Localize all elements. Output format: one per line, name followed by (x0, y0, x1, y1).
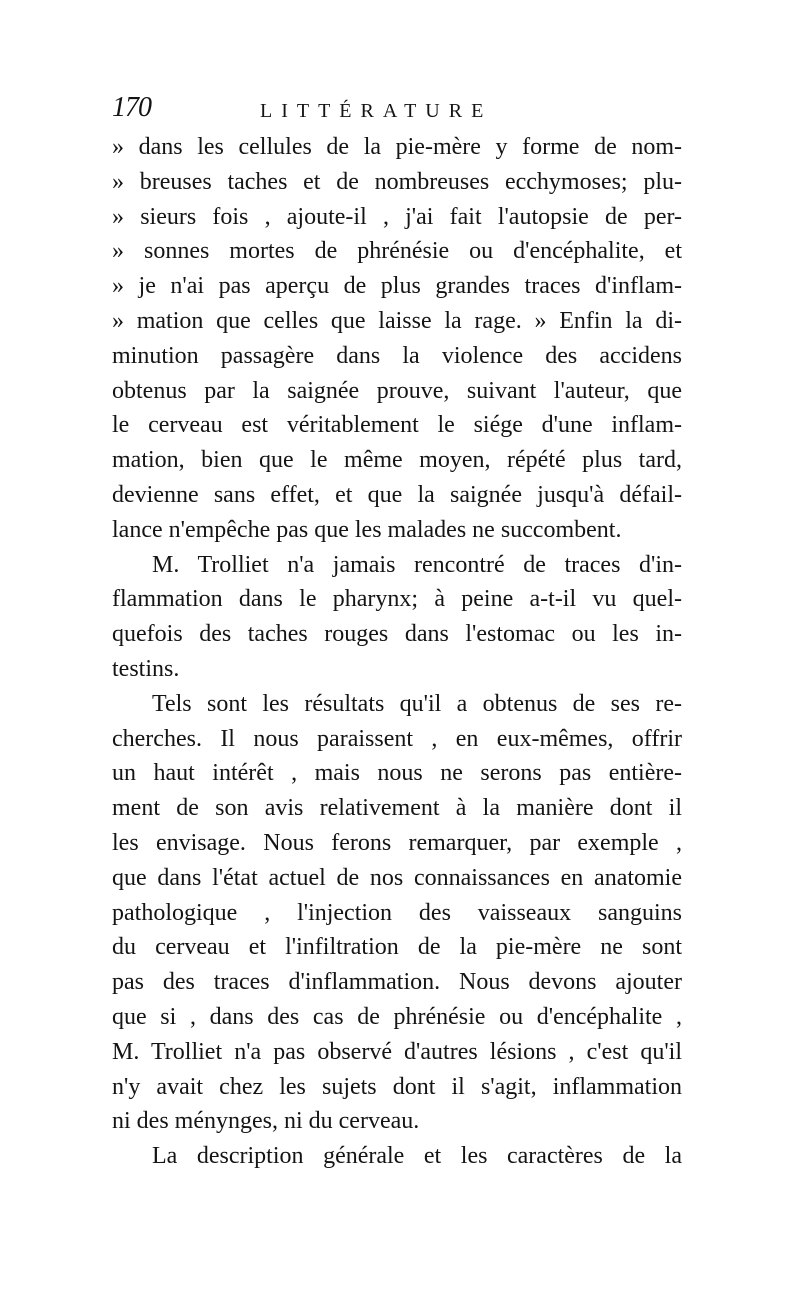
text-line: » breuses taches et de nombreuses ecchymoses; plu- (112, 168, 682, 195)
text-line: n'y avait chez les sujets dont il s'agit, inflammation (112, 1073, 682, 1100)
text-line: le cerveau est véritablement le siége d'une inflam- (112, 412, 682, 439)
text-line: quefois des taches rouges dans l'estomac ou les in- (112, 621, 682, 648)
text-line: » dans les cellules de la pie-mère y forme de nom- (112, 134, 682, 160)
text-line: pas des traces d'inflammation. Nous devons ajouter (112, 969, 682, 996)
text-line: les envisage. Nous ferons remarquer, par exemple , (112, 829, 682, 856)
text-line: M. Trolliet n'a jamais rencontré de traces d'in- (152, 551, 682, 578)
text-line: La description générale et les caractères de la (152, 1143, 682, 1170)
text-line: un haut intérêt , mais nous ne serons pas entière- (112, 760, 682, 787)
text-line: que si , dans des cas de phrénésie ou d'encéphalite , (112, 1003, 682, 1030)
text-line: devienne sans effet, et que la saignée jusqu'à défail- (112, 481, 682, 508)
body-text (112, 130, 682, 1174)
text-line: testins. (112, 655, 180, 682)
page-header (112, 92, 692, 132)
page-number: 170 (112, 92, 151, 123)
text-line: flammation dans le pharynx; à peine a-t-il vu quel- (112, 586, 682, 613)
text-line: minution passagère dans la violence des accidens (112, 342, 682, 369)
running-head: LITTÉRATURE (260, 100, 493, 122)
text-line: pathologique , l'injection des vaisseaux sanguins (112, 899, 682, 926)
text-line: que dans l'état actuel de nos connaissances en anatomie (112, 864, 682, 891)
text-line: ni des ménynges, ni du cerveau. (112, 1108, 420, 1135)
text-line: obtenus par la saignée prouve, suivant l'auteur, que (112, 377, 682, 404)
text-line: » je n'ai pas aperçu de plus grandes traces d'inflam- (112, 273, 682, 300)
text-line: mation, bien que le même moyen, répété plus tard, (112, 447, 682, 474)
text-line: cherches. Il nous paraissent , en eux-mêmes, offrir (112, 725, 682, 752)
text-line: ment de son avis relativement à la manière dont il (112, 795, 682, 822)
text-line: M. Trolliet n'a pas observé d'autres lésions , c'est qu'il (112, 1038, 682, 1065)
text-line: » sieurs fois , ajoute-il , j'ai fait l'autopsie de per- (112, 203, 682, 230)
text-line: » sonnes mortes de phrénésie ou d'encéphalite, et (112, 238, 682, 265)
text-line: lance n'empêche pas que les malades ne succombent. (112, 516, 622, 543)
text-line: » mation que celles que laisse la rage. » Enfin la di- (112, 307, 682, 334)
text-line: Tels sont les résultats qu'il a obtenus de ses re- (152, 690, 682, 717)
text-line: du cerveau et l'infiltration de la pie-mère ne sont (112, 934, 682, 961)
